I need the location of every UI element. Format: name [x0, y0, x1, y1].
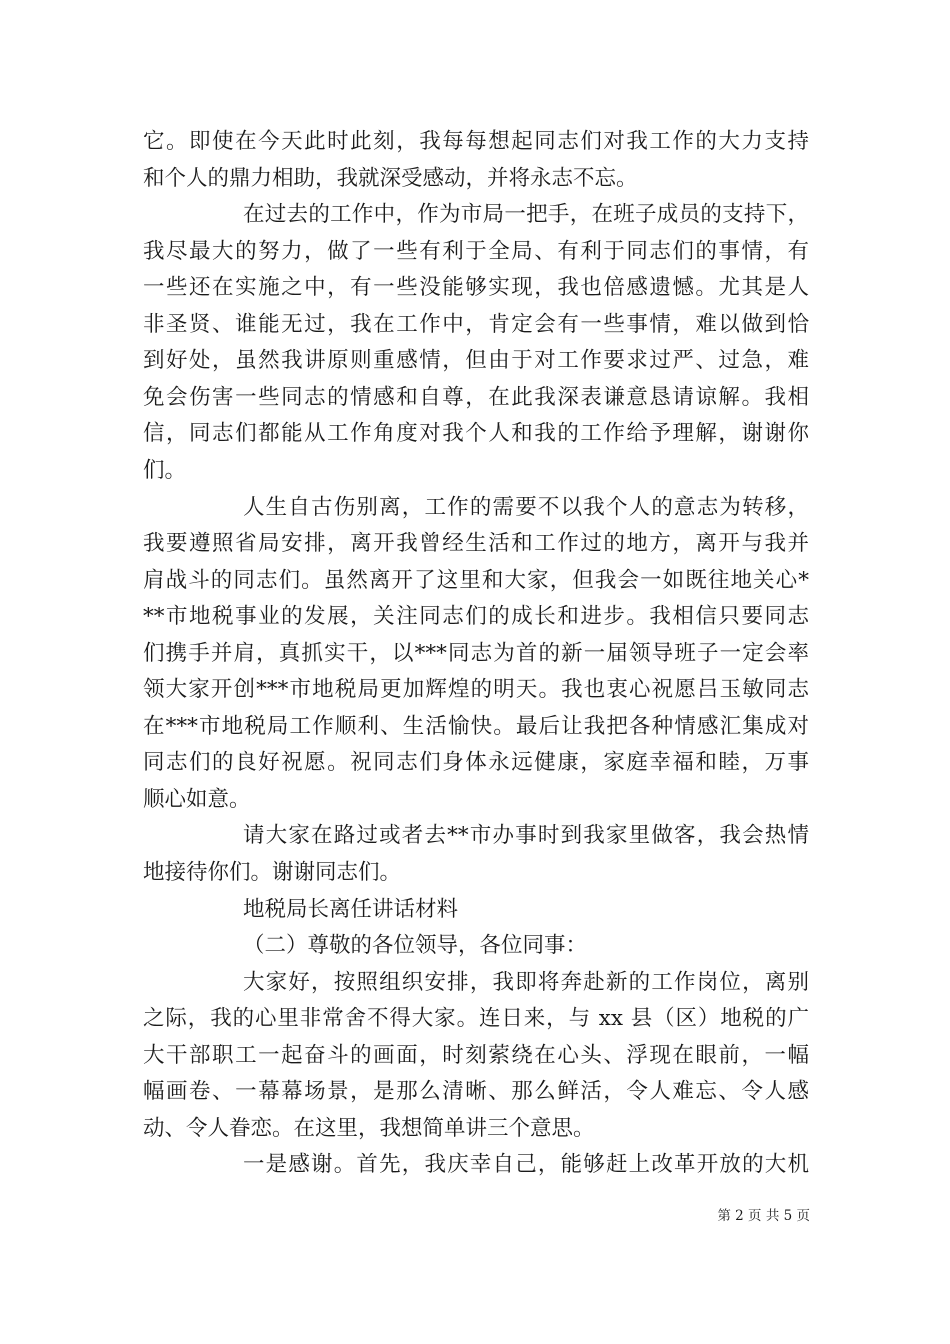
- text-line: 顺心如意。: [143, 786, 251, 812]
- text-line: 它。即使在今天此时此刻，我每每想起同志们对我工作的大力支持: [143, 129, 809, 154]
- text-line: 之际，我的心里非常舍不得大家。连日来，与 xx 县（区）地税的广: [143, 1006, 809, 1032]
- text-line: 请大家在路过或者去**市办事时到我家里做客，我会热情: [243, 823, 809, 849]
- text-line: 我尽最大的努力，做了一些有利于全局、有利于同志们的事情，有: [143, 238, 809, 264]
- text-line: 肩战斗的同志们。虽然离开了这里和大家，但我会一如既往地关心*: [143, 567, 809, 593]
- text-line: 一些还在实施之中，有一些没能够实现，我也倍感遗憾。尤其是人: [143, 275, 809, 301]
- text-line: 们携手并肩，真抓实干，以***同志为首的新一届领导班子一定会率: [143, 640, 809, 666]
- text-line: 幅画卷、一幕幕场景，是那么清晰、那么鲜活，令人难忘、令人感: [143, 1079, 809, 1105]
- text-line: 一是感谢。首先，我庆幸自己，能够赶上改革开放的大机: [243, 1152, 809, 1178]
- text-line: 领大家开创***市地税局更加辉煌的明天。我也衷心祝愿吕玉敏同志: [143, 677, 809, 703]
- text-line: 大家好，按照组织安排，我即将奔赴新的工作岗位，离别: [243, 969, 809, 995]
- text-line: （二）尊敬的各位领导，各位同事：: [243, 933, 588, 959]
- text-line: 们。: [143, 457, 187, 483]
- text-line: 我要遵照省局安排，离开我曾经生活和工作过的地方，离开与我并: [143, 531, 809, 557]
- text-line: 动、令人眷恋。在这里，我想简单讲三个意思。: [143, 1115, 595, 1141]
- text-line: 免会伤害一些同志的情感和自尊，在此我深表谦意恳请谅解。我相: [143, 384, 809, 410]
- text-line: 在过去的工作中，作为市局一把手，在班子成员的支持下，: [243, 202, 809, 228]
- text-line: 地接待你们。谢谢同志们。: [143, 860, 402, 885]
- text-line: 在***市地税局工作顺利、生活愉快。最后让我把各种情感汇集成对: [143, 713, 809, 739]
- text-line: 大干部职工一起奋斗的画面，时刻萦绕在心头、浮现在眼前，一幅: [143, 1042, 809, 1068]
- text-line: **市地税事业的发展，关注同志们的成长和进步。我相信只要同志: [143, 604, 809, 630]
- page-number-footer: 第 2 页 共 5 页: [717, 1208, 810, 1224]
- text-line: 地税局长离任讲话材料: [243, 896, 459, 922]
- text-line: 同志们的良好祝愿。祝同志们身体永远健康，家庭幸福和睦，万事: [143, 750, 809, 776]
- text-line: 人生自古伤别离，工作的需要不以我个人的意志为转移，: [243, 494, 809, 520]
- text-line: 非圣贤、谁能无过，我在工作中，肯定会有一些事情，难以做到恰: [143, 311, 809, 337]
- text-line: 信，同志们都能从工作角度对我个人和我的工作给予理解，谢谢你: [143, 421, 809, 447]
- text-line: 和个人的鼎力相助，我就深受感动，并将永志不忘。: [143, 165, 638, 191]
- text-line: 到好处，虽然我讲原则重感情，但由于对工作要求过严、过急，难: [143, 348, 809, 374]
